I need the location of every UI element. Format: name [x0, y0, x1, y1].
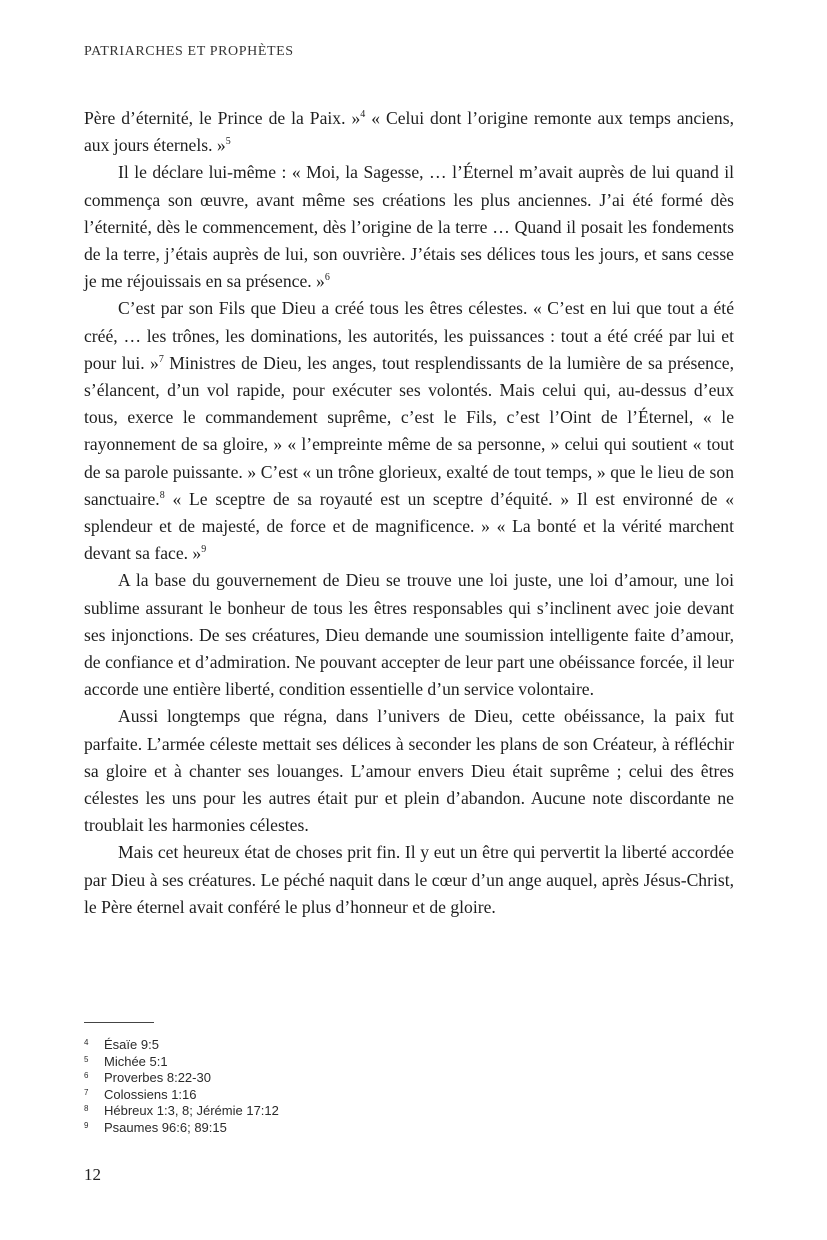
text-run: Il le déclare lui-même : « Moi, la Sagesse, … l’Éternel m’avait auprès de lui quand il commença son œuvre, avant même ses créations les plus anciennes. J’ai été formé dès l’éternité, dès le commencement, dès l’origine de la terre … Quand il posait les fondements de la terre, j’étais auprès de lui, son ouvrière. J’étais ses délices tous les jours, et sans cesse je me réjouissais en sa présence. » [84, 162, 734, 292]
footnote-item [84, 1037, 684, 1054]
footnote-number: 6 [84, 1071, 89, 1081]
footnote-text: Colossiens 1:16 [104, 1086, 197, 1102]
footnote-number: 4 [84, 1038, 89, 1047]
footnote-number: 5 [84, 1054, 89, 1064]
footnote-ref[interactable]: 4 [360, 109, 366, 121]
footnote-ref[interactable]: 5 [225, 136, 231, 148]
footnote-item [84, 1087, 684, 1104]
footnote-number: 9 [84, 1120, 89, 1130]
text-run: Père d’éternité, le Prince de la Paix. » [84, 108, 361, 128]
footnote-divider [84, 1022, 154, 1023]
footnote-ref[interactable]: 7 [158, 353, 164, 365]
paragraph [84, 159, 734, 295]
page-number: 12 [84, 1165, 101, 1184]
body-text [84, 105, 734, 921]
paragraph [84, 839, 734, 921]
paragraph [84, 567, 734, 703]
footnote-item [84, 1070, 684, 1087]
footnote-number: 7 [84, 1087, 89, 1097]
text-run: Aussi longtemps que régna, dans l’univers de Dieu, cette obéissance, la paix fut parfaite. L’armée céleste mettait ses délices à seconder les plans de son Créateur, à réfléchir sa gloire et à chanter ses louanges. L’amour envers Dieu était suprême ; celui des êtres célestes les uns pour les autres était pur et plein d’abandon. Aucune note discordante ne troublait les harmonies célestes. [84, 706, 734, 836]
footnote-text: Hébreux 1:3, 8; Jérémie 17:12 [104, 1103, 279, 1119]
text-run: Mais cet heureux état de choses prit fin. Il y eut un être qui pervertit la liberté accordée par Dieu à ses créatures. Le péché naquit dans le cœur d’un ange auquel, après Jésus-Christ, le Père éternel avait conféré le plus d’honneur et de gloire. [84, 842, 734, 917]
footnote-ref[interactable]: 6 [324, 272, 330, 284]
footnote-text: Michée 5:1 [104, 1053, 168, 1069]
footnote-text: Ésaïe 9:5 [104, 1037, 159, 1052]
footnote-number: 8 [84, 1104, 89, 1114]
text-run: « Celui dont l’origine remonte aux temps anciens, aux jours éternels. » [84, 108, 734, 156]
text-run: Ministres de Dieu, les anges, tout resplendissants de la lumière de sa présence, s’élancent, d’un vol rapide, pour exécuter ses volontés. Mais celui qui, au-dessus d’eux tous, exerce le commandement suprême, c’est le Fils, c’est l’Oint de l’Éternel, « le rayonnement de sa gloire, » « l’empreinte même de sa personne, » celui qui soutient « tout de sa parole puissante. » C’est « un trône glorieux, exalté de tout temps, » que le lieu de son sanctuaire. [84, 352, 734, 509]
paragraph [84, 295, 734, 567]
paragraph [84, 703, 734, 839]
footnotes [84, 1037, 684, 1137]
running-head: PATRIARCHES ET PROPHÈTES [84, 44, 294, 59]
footnote-text: Proverbes 8:22-30 [104, 1070, 211, 1086]
text-run: « Le sceptre de sa royauté est un sceptre d’équité. » Il est environné de « splendeur et de majesté, de force et de magnificence. » « La bonté et la vérité marchent devant sa face. » [84, 488, 734, 564]
footnote-ref[interactable]: 9 [201, 544, 207, 556]
footnote-item [84, 1120, 684, 1137]
text-run: A la base du gouvernement de Dieu se trouve une loi juste, une loi d’amour, une loi sublime assurant le bonheur de tous les êtres responsables qui s’inclinent avec joie devant ses injonctions. De ses créatures, Dieu demande une soumission intelligente faite d’amour, de confiance et d’admiration. Ne pouvant accepter de leur part une obéissance forcée, il leur accorde une entière liberté, condition essentielle d’un service volontaire. [84, 570, 734, 700]
footnote-item [84, 1103, 684, 1120]
footnote-ref[interactable]: 8 [159, 489, 165, 501]
footnote-item [84, 1054, 684, 1071]
footnote-text: Psaumes 96:6; 89:15 [104, 1119, 227, 1135]
paragraph [84, 105, 734, 159]
text-run: C’est par son Fils que Dieu a créé tous les êtres célestes. « C’est en lui que tout a été créé, … les trônes, les dominations, les autorités, les puissances : tout a été créé par lui et pour lui. » [84, 298, 734, 373]
